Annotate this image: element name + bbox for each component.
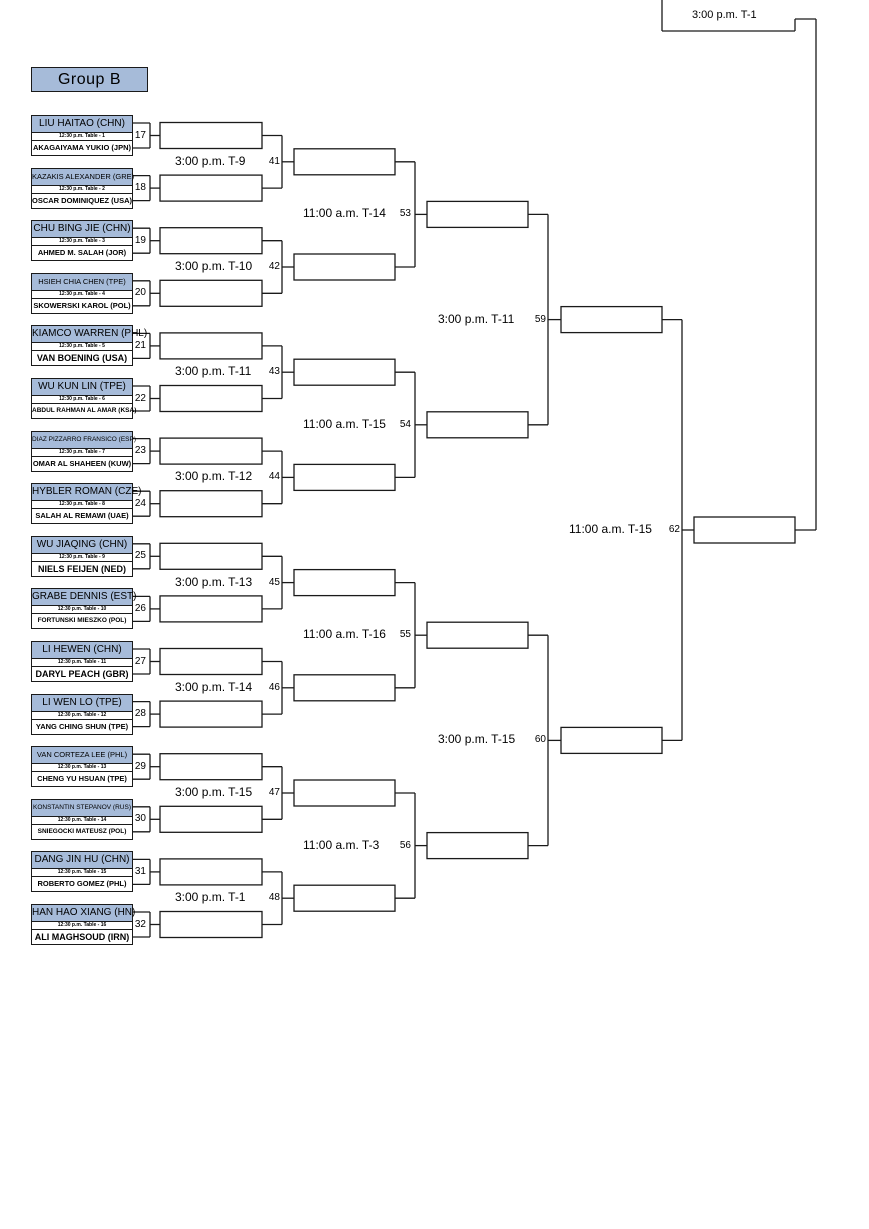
match-number: 31 [134,865,146,877]
player-top-name: GRABE DENNIS (EST) [32,589,132,606]
match-time-table: 12:30 p.m. Table - 6 [59,396,105,402]
schedule-label: 3:00 p.m. T-9 [175,153,246,168]
match-number: 60 [534,734,546,746]
match-number: 41 [268,155,280,167]
player-bottom-name: SALAH AL REMAWI (UAE) [32,508,132,523]
winner-slot [160,701,262,727]
winner-slot [160,333,262,359]
player-bottom-name: ALI MAGHSOUD (IRN) [32,929,132,944]
first-round-entry [31,115,133,156]
round2-winner-slot [294,464,395,490]
winner-slot [160,859,262,885]
player-bottom-name: YANG CHING SHUN (TPE) [32,719,132,734]
player-bottom-name: CHENG YU HSUAN (TPE) [32,771,132,786]
match-time-table: 12:30 p.m. Table - 15 [57,869,107,876]
first-round-entry [31,588,137,629]
player-top-name: HSIEH CHIA CHEN (TPE) [32,274,132,291]
first-round-entry [31,851,133,892]
winner-slot [160,649,262,675]
player-top-name: HYBLER ROMAN (CZE) [32,484,132,501]
round2-winner-slot [294,675,395,701]
group-title: Group B [31,67,148,92]
player-bottom-name: DARYL PEACH (GBR) [32,666,132,681]
match-number: 62 [668,524,680,535]
match-time-table: 12:30 p.m. Table - 2 [59,185,105,192]
match-number: 54 [399,418,411,430]
player-top-name: LI HEWEN (CHN) [32,642,132,659]
winner-slot [160,543,262,569]
match-time-table: 12:30 p.m. Table - 7 [59,448,105,455]
match-number: 48 [268,892,280,904]
match-number: 25 [134,550,146,562]
first-round-entry [31,641,133,682]
winner-slot [160,596,262,622]
match-time-table: 12:30 p.m. Table - 12 [57,711,107,718]
winner-slot [160,175,262,201]
match-number: 17 [134,129,146,141]
match-time-table: 12:30 p.m. Table - 16 [57,922,107,928]
round2-winner-slot [294,570,395,596]
round2-winner-slot [294,885,395,911]
match-time-table: 12:30 p.m. Table - 11 [57,659,107,665]
match-number: 29 [134,760,146,772]
round4-winner-slot [561,727,662,753]
winner-slot [160,386,262,412]
first-round-entry [31,168,133,209]
round3-winner-slot [427,412,528,438]
match-number: 46 [268,681,280,693]
schedule-label: 3:00 p.m. T-13 [175,574,253,589]
player-top-name: HAN HAO XIANG (HN) [32,905,132,922]
schedule-label: 3:00 p.m. T-12 [175,469,253,484]
player-top-name: DIAZ PIZZARRO FRANSICO (ESP) [32,432,132,449]
winner-slot [160,438,262,464]
round3-winner-slot [427,833,528,859]
match-time-table: 12:30 p.m. Table - 13 [57,764,107,771]
schedule-label: 3:00 p.m. T-11 [438,311,515,326]
match-time-table: 12:30 p.m. Table - 1 [59,133,105,139]
first-round-entry [31,378,137,419]
match-number: 44 [268,471,280,483]
match-number: 56 [399,839,411,851]
schedule-label: 11:00 a.m. T-15 [303,416,386,431]
match-number: 55 [399,629,411,641]
match-number: 26 [134,602,146,614]
player-top-name: WU KUN LIN (TPE) [32,379,132,396]
player-top-name: DANG JIN HU (CHN) [32,852,132,869]
match-number: 19 [134,234,146,246]
match-number: 43 [268,366,280,378]
match-time-table: 12:30 p.m. Table - 9 [59,553,105,560]
winner-slot [160,123,262,149]
schedule-label: 11:00 a.m. T-15 [569,522,652,536]
player-bottom-name: ABDUL RAHMAN AL AMAR (KSA) [32,403,132,418]
match-time-table: 12:30 p.m. Table - 4 [59,290,105,297]
schedule-label: 3:00 p.m. T-14 [175,679,253,694]
round2-winner-slot [294,359,395,385]
player-bottom-name: ROBERTO GOMEZ (PHL) [32,876,132,891]
player-top-name: KAZAKIS ALEXANDER (GRE) [32,169,132,186]
player-bottom-name: SKOWERSKI KAROL (POL) [32,298,132,313]
match-number: 22 [134,392,146,404]
match-number: 28 [134,708,146,720]
winner-slot [160,806,262,832]
player-bottom-name: FORTUNSKI MIESZKO (POL) [32,613,132,628]
first-round-entry [31,431,137,472]
match-time-table: 12:30 p.m. Table - 10 [57,606,107,613]
match-number: 21 [134,339,146,351]
player-bottom-name: OSCAR DOMINIQUEZ (USA) [32,193,132,208]
first-round-entry [31,799,133,840]
match-number: 42 [268,261,280,272]
match-number: 53 [399,208,411,220]
schedule-label: 3:00 p.m. T-1 [175,890,246,905]
winner-slot [160,754,262,780]
player-bottom-name: AHMED M. SALAH (JOR) [32,245,132,260]
player-top-name: LI WEN LO (TPE) [32,695,132,712]
winner-slot [160,280,262,306]
first-round-entry [31,220,133,261]
match-number: 27 [134,655,146,667]
schedule-label: 3:00 p.m. T-10 [175,259,253,273]
match-time-table: 12:30 p.m. Table - 5 [59,343,105,350]
first-round-entry [31,904,136,945]
match-time-table: 12:30 p.m. Table - 8 [59,501,105,508]
schedule-label: 11:00 a.m. T-16 [303,627,386,642]
schedule-label: 3:00 p.m. T-15 [438,732,516,747]
match-number: 59 [534,313,546,325]
first-round-entry [31,273,133,314]
round2-winner-slot [294,149,395,175]
match-time-table: 12:30 p.m. Table - 3 [59,238,105,245]
match-number: 18 [134,182,146,194]
first-round-entry [31,746,133,787]
match-number: 24 [134,497,146,509]
schedule-label: 11:00 a.m. T-14 [303,206,386,221]
winner-slot [160,228,262,254]
round2-winner-slot [294,780,395,806]
schedule-label: 3:00 p.m. T-11 [175,364,252,379]
player-top-name: WU JIAQING (CHN) [32,537,132,554]
player-bottom-name: SNIEGOCKI MATEUSZ (POL) [32,824,132,839]
top-partial-schedule-label: 3:00 p.m. T-1 [692,9,757,21]
player-top-name: KONSTANTIN STEPANOV (RUS) [32,800,132,817]
match-number: 23 [134,445,146,457]
round2-winner-slot [294,254,395,280]
schedule-label: 11:00 a.m. T-3 [303,837,380,852]
first-round-entry [31,694,133,735]
player-top-name: LIU HAITAO (CHN) [32,116,132,133]
player-bottom-name: VAN BOENING (USA) [32,350,132,365]
match-number: 45 [268,576,280,588]
player-top-name: KIAMCO WARREN (PHL) [32,326,132,343]
player-bottom-name: AKAGAIYAMA YUKIO (JPN) [32,140,132,155]
round4-winner-slot [561,307,662,333]
round3-winner-slot [427,201,528,227]
round5-winner-slot [694,517,795,543]
round3-winner-slot [427,622,528,648]
match-time-table: 12:30 p.m. Table - 14 [57,816,107,823]
player-bottom-name: NIELS FEIJEN (NED) [32,561,132,576]
first-round-entry [31,536,133,577]
player-top-name: VAN CORTEZA LEE (PHL) [32,747,132,764]
winner-slot [160,912,262,938]
player-top-name: CHU BING JIE (CHN) [32,221,132,238]
player-bottom-name: OMAR AL SHAHEEN (KUW) [32,456,132,471]
match-number: 47 [268,787,280,798]
match-number: 32 [134,918,146,930]
match-number: 20 [134,287,146,299]
winner-slot [160,491,262,517]
match-number: 30 [134,813,146,825]
schedule-label: 3:00 p.m. T-15 [175,785,253,799]
